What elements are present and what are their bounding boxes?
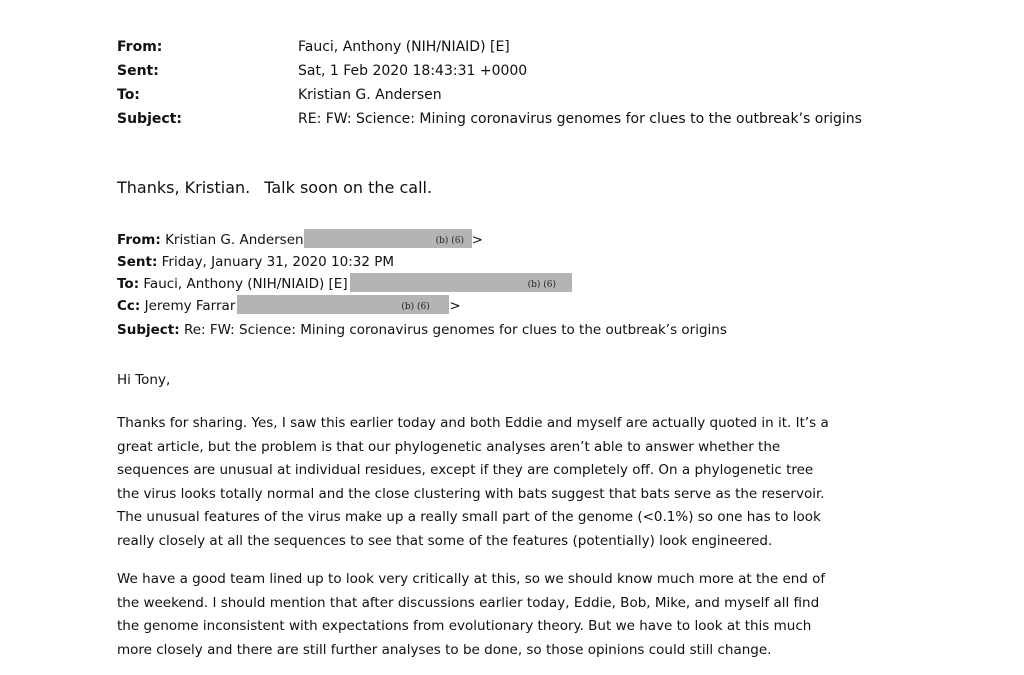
- paragraph-2: [117, 568, 825, 662]
- quoted-to-value: Fauci, Anthony (NIH/NIAID) [E]: [143, 276, 348, 292]
- quoted-from-row: [117, 231, 483, 249]
- greeting: Hi Tony,: [117, 372, 171, 388]
- reply-talk-soon: Talk soon on the call.: [264, 178, 433, 197]
- header-subject-label: Subject:: [117, 111, 182, 127]
- redaction-box: [304, 229, 472, 248]
- paragraph-line: the virus looks totally normal and the close clustering with bats suggest that bats serve as the reservoir.: [117, 485, 825, 502]
- quoted-subject-label: Subject:: [117, 322, 180, 338]
- quoted-sent-value: Friday, January 31, 2020 10:32 PM: [161, 254, 395, 270]
- quoted-subject-value: Re: FW: Science: Mining coronavirus genomes for clues to the outbreak’s origins: [183, 322, 727, 338]
- paragraph-line: the weekend. I should mention that after discussions earlier today, Eddie, Bob, Mike, and myself all find: [117, 594, 820, 611]
- paragraph-1: [117, 412, 829, 553]
- header-from-value: Fauci, Anthony (NIH/NIAID) [E]: [298, 39, 510, 55]
- paragraph-line: The unusual features of the virus make up a really small part of the genome (<0.1%) so one has to look: [117, 509, 821, 525]
- header-sent-value: Sat, 1 Feb 2020 18:43:31 +0000: [298, 63, 528, 79]
- quoted-cc-value: Jeremy Farrar: [144, 298, 236, 314]
- reply-thanks: Thanks, Kristian.: [117, 178, 251, 197]
- redaction-box: [350, 273, 572, 292]
- header-subject-value: RE: FW: Science: Mining coronavirus genomes for clues to the outbreak’s origins: [298, 111, 862, 127]
- reply-text: [117, 178, 432, 197]
- header-to-value: Kristian G. Andersen: [298, 87, 442, 103]
- paragraph-line: sequences are unusual at individual residues, except if they are completely off. On a phylogenetic tree: [117, 462, 814, 478]
- header-to-label: To:: [117, 87, 140, 103]
- paragraph-line: Thanks for sharing. Yes, I saw this earlier today and both Eddie and myself are actually quoted in it. It’s a: [117, 415, 829, 431]
- quoted-from-label: From:: [117, 232, 161, 248]
- quoted-to-row: [117, 275, 572, 293]
- quoted-from-value: Kristian G. Andersen: [165, 232, 304, 248]
- angle-bracket: >: [449, 298, 461, 314]
- header-from-label: From:: [117, 39, 163, 55]
- angle-bracket: >: [471, 232, 483, 248]
- quoted-cc-label: Cc:: [117, 298, 141, 314]
- quoted-subject-row: [117, 321, 727, 339]
- paragraph-line: We have a good team lined up to look very critically at this, so we should know much more at the end of: [117, 571, 826, 587]
- header-sent-label: Sent:: [117, 63, 159, 79]
- quoted-cc-row: [117, 297, 461, 315]
- paragraph-line: really closely at all the sequences to see that some of the features (potentially) look engineered.: [117, 532, 773, 549]
- redaction-code: (b) (6): [435, 236, 464, 246]
- quoted-to-label: To:: [117, 276, 140, 292]
- quoted-sent-row: [117, 253, 394, 271]
- redaction-code: (b) (6): [527, 280, 557, 290]
- paragraph-line: the genome inconsistent with expectations from evolutionary theory. But we have to look at this much: [117, 618, 812, 634]
- redaction-box: [237, 295, 449, 314]
- paragraph-line: great article, but the problem is that our phylogenetic analyses aren’t able to answer whether the: [117, 438, 781, 455]
- paragraph-line: more closely and there are still further analyses to be done, so those opinions could still change.: [117, 641, 772, 658]
- redaction-code: (b) (6): [401, 302, 430, 312]
- quoted-sent-label: Sent:: [117, 254, 158, 270]
